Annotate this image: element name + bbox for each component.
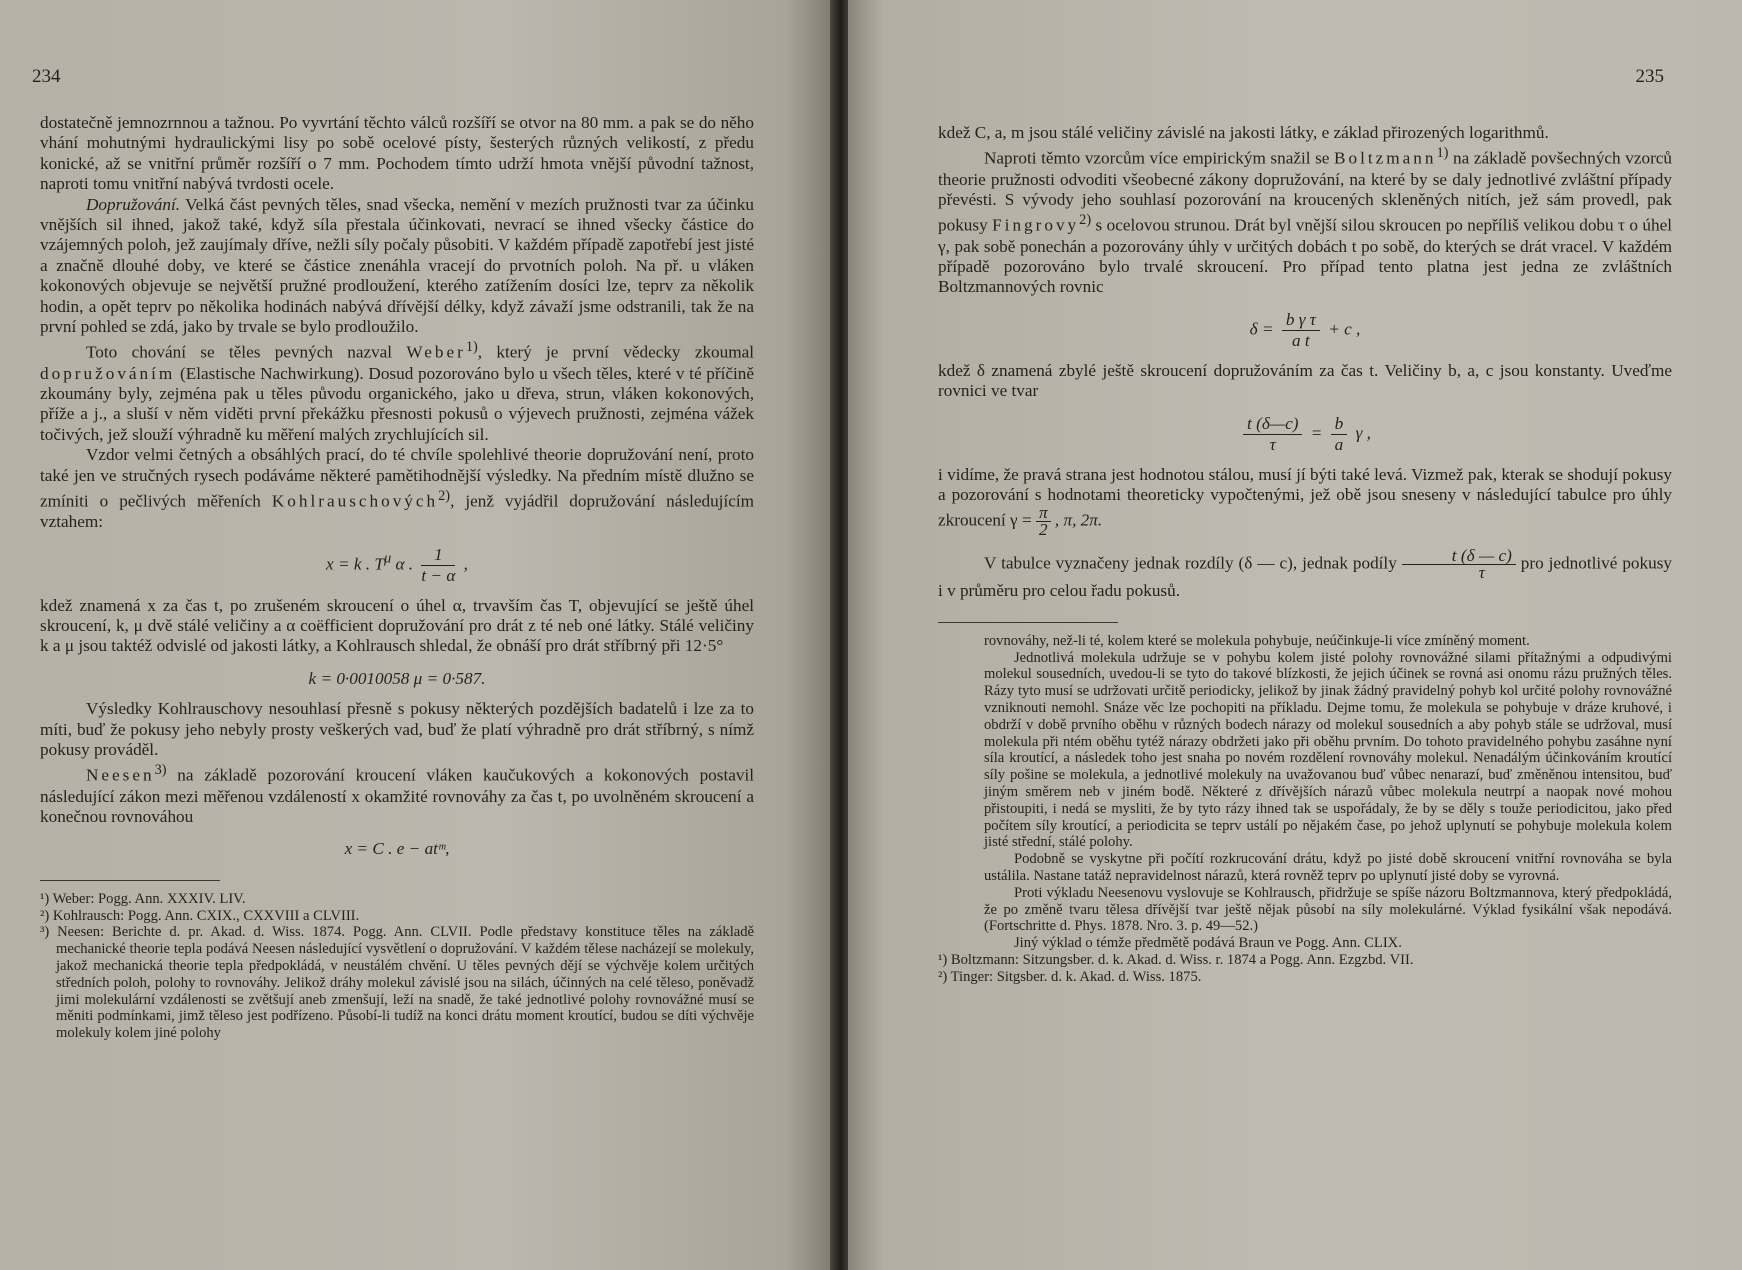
right-body (938, 123, 1672, 985)
eq-fraction (1282, 310, 1320, 351)
paragraph: dostatečně jemnozrnnou a tažnou. Po vyvrtání těchto válců rozšíří se otvor na 80 mm. a pak se do něho vhání mohutnými hydraulickými lisy po sobě ocelové písty, šesterých různých velikostí, z předu konické, až se vnitřní průměr rozšíří o 7 mm. Pochodem tímto udrží hmota vnější původní tažnost, naproti tomu vnitřní nabývá tvrdosti ocele. (40, 113, 754, 194)
paragraph-text: V tabulce vyznačeny jednak rozdíly (δ — c), jednak podíly (984, 553, 1397, 573)
eq-num: b (1331, 414, 1348, 435)
eq-num: t (δ—c) (1243, 414, 1302, 435)
paragraph-text: (Elastische Nachwirkung). Dosud pozorováno bylo u všech těles, které v té příčině zkoumány byly, zejména pak u těles původu organického, jako u dřeva, strun, vláken kokonových, příže a j., a sluší v něm viděti první překážku přesnosti pokusů o výjevech pružnosti, zejména vážek točivých, jež slouží výhradně ku měření malých zrychlujících sil. (40, 363, 755, 444)
paragraph-text: Naproti těmto vzorcům více empirickým snažil se (984, 149, 1330, 169)
page-number-left: 234 (32, 66, 61, 87)
paragraph (938, 465, 1672, 539)
paragraph-text: pro jednotlivé pokusy i v průměru pro celou řadu pokusů. (938, 553, 1673, 601)
paragraph-text: , jenž vyjádřil dopružování následujícím vztahem: (40, 491, 755, 532)
paragraph (40, 195, 754, 338)
term: dopružováním (40, 363, 176, 383)
italic-lead: Dopružování. (86, 194, 181, 214)
footnote: ¹) Weber: Pogg. Ann. XXXIV. LIV. (40, 890, 246, 907)
paragraph-text: , π, 2π. (1054, 510, 1103, 530)
footnote-ref: 1) (465, 339, 478, 356)
paragraph: kdež znamená x za čas t, po zrušeném skroucení o úhel α, trvavším čas T, objevující se ještě úhel skroucení, k, μ dvě stálé veličiny a α coëfficient dopružování pro drát z té neb oné látky. Stálé veličiny k a μ jsou taktéž odvislé od jakosti látky, a Kohlrausch shledal, že obnáší pro drát stříbrný při 12·5° (40, 595, 754, 656)
paragraph-text: , který je první vědecky zkoumal (477, 343, 755, 363)
eq-part: γ , (1355, 422, 1371, 442)
paragraph-text: Velká část pevných těles, snad všecka, nemění v mezích pružnosti tvar za účinku vnějších sil ihned, jakož také, když síla přestala účinkovati, nevrací se ihned všecky částice do vzájemných poloh, jež zaujímaly dříve, nežli síly počaly působiti. V každém případě zapotřebí jest jisté a značně dlouhé doby, ve které se částice znenáhla vracejí do prvotních poloh. Na př. u vláken kokonových objevuje se největší pružné prodloužení, kterého zatížením dosíci lze, teprv za několik hodin, a opět teprv po několika hodinách nabývá dřívější délky, když závaží jsme odstranili, tak že na první pohled se zdá, jako by trvale se bylo prodloužilo. (40, 194, 754, 337)
paragraph (40, 760, 754, 827)
footnote: ²) Tinger: Sitgsber. d. k. Akad. d. Wiss. 1875. (938, 968, 1202, 985)
eq-den: a (1334, 434, 1344, 454)
eq-fraction (1331, 414, 1348, 455)
footnote-ref: 1) (1436, 145, 1449, 162)
paragraph-text: Toto chování se těles pevných nazval (86, 343, 393, 363)
author-name: Weber (406, 343, 466, 363)
footnote-continuation: Jednotlivá molekula udržuje se v pohybu kolem jisté polohy rovnovážné silami přítažnými a odpudivými molekul sousedních, uvedou-li se tyto do takové blízkosti, že jejich účinek se rovná asi onomu rázu pružných těles. Rázy tyto musí se udržovati určitě periodicky, jelikož by jinak žádný pravidelný pohyb kol určité polohy rovnovážné vzniknouti nemohl. Snáze věc lze pochopiti na příkladu. Dejme tomu, že molekula se pohybuje v dráze kruhové, i obdrží v době prvního oběhu v různých bodech nárazy od molekul sousedních a aby pohyb stále se udržoval, musí molekula při ntém oběhu tytéž nárazy obdržeti jako při oběhu prvním. Do tohoto pravidelného pohybu zasáhne nyní síla kroutící, a následek toho jest snaha po novém rozdělení rovnováhy molekul. Nenadálým účinkováním kroutící síly pošine se molekula, a jednotlivé molekuly na uvažovanou buď vůbec nenarazí, buď změněnou intensitou, buď jiným směrem neb v jiném bodě. Některé z dřívějších nárazů vůbec molekula neutrpí a naopak nové mohou přistoupiti, i nedá se mysliti, že by tyto rázy ihned tak se uspořádaly, že by se děly s touže periodicitou, jako před počítem síly kroutící, a periodicita se teprv ustálí po nějakém čase, po jehož uplynutí se pohybuje molekula kolem jisté střední, stálé polohy. (984, 649, 1672, 851)
author-name: Boltzmann (1334, 149, 1437, 169)
footnote-rule (938, 622, 1118, 623)
eq-num: π (1036, 505, 1051, 522)
author-name: Neesen (86, 766, 155, 786)
paragraph-text: na základě povšechných vzorců theorie pružnosti odvoditi všeobecné zákony dopružování, na které by se daly jednotlivé zvláštní případy převésti. S vývody jeho souhlasí pozorování na kroucených skleněných nitích, jež sám provedl, pak pokusy (938, 149, 1673, 236)
equation-boltzmann (938, 310, 1672, 351)
footnote-rule (40, 880, 220, 881)
footnote-ref: 2) (1079, 212, 1092, 229)
footnotes-right (938, 633, 1672, 986)
eq-den: 2 (1038, 520, 1048, 540)
inline-fraction (1036, 505, 1051, 538)
paragraph (938, 143, 1672, 297)
equation-3: x = C . e − atᵐ, (344, 839, 450, 859)
eq-part: μ (383, 550, 392, 567)
eq-part: + c , (1328, 319, 1361, 339)
footnotes-left (40, 891, 754, 1042)
author-name: Fingrovy (992, 216, 1080, 236)
eq-part: α . (395, 554, 414, 574)
left-page (0, 0, 836, 1270)
footnote-ref: 3) (154, 762, 167, 779)
eq-fraction (1243, 414, 1302, 455)
footnote: ²) Kohlrausch: Pogg. Ann. CXIX., CXXVIII a CLVIII. (40, 907, 360, 924)
paragraph: kdež δ znamená zbylé ještě skroucení dopružováním za čas t. Veličiny b, a, c jsou konstanty. Uveďme rovnici ve tvar (938, 360, 1672, 401)
equation-2: k = 0·0010058 μ = 0·587. (308, 668, 486, 688)
eq-part: δ = (1249, 319, 1274, 339)
eq-den: τ (1478, 563, 1485, 583)
eq-num: b γ τ (1282, 310, 1320, 331)
equation-rearranged: $\frac{t (\delta—c)}{\tau}$ = $\frac{b}{a}$ γ , (938, 414, 1672, 455)
footnote: ¹) Boltzmann: Sitzungsber. d. k. Akad. d. Wiss. r. 1874 a Pogg. Ann. Ezgzbd. VII. (938, 951, 1414, 968)
left-body (40, 113, 754, 1042)
paragraph (40, 445, 754, 532)
paragraph: kdež C, a, m jsou stálé veličiny závislé na jakosti látky, e základ přirozených logarithmů. (938, 123, 1549, 142)
eq-den: τ (1269, 434, 1276, 454)
paragraph-text: na základě pozorování kroucení vláken kaučukových a kokonových postavil následující zákon mezi měřenou vzdáleností x okamžité rovnováhy za čas t, po uvolněném skroucení a konečnou rovnováhou (40, 766, 755, 826)
eq-den: t − α (421, 565, 456, 585)
footnote-ref: 2) (438, 488, 451, 505)
footnote-continuation: Proti výkladu Neesenovu vyslovuje se Kohlrausch, přidržuje se spíše názoru Boltzmannova, který předpokládá, že po změně tvaru tělesa dřívější tvar ještě nějak působí na síly molekulárné. Výklad fysikální však nepodává. (Fortschritte d. Phys. 1878. Nro. 3. p. 49—52.) (984, 884, 1672, 935)
equation-1: x = k . $T^\mu$ α . $\frac{1}{t - \alpha}$ , (326, 544, 468, 585)
eq-num: 1 (421, 545, 455, 566)
paragraph: Výsledky Kohlrauschovy nesouhlasí přesně s pokusy některých pozdějších badatelů i lze za to míti, buď že pokusy jeho nebyly prosty veškerých vad, buď že platí výhradně pro drát stříbrný, s nímž pokusy prováděl. (40, 699, 754, 760)
paragraph-text: i vidíme, že pravá strana jest hodnotou stálou, musí jí býti také levá. Vizmež pak, kterak se shodují pokusy a pozorování s hodnotami theoreticky vypočtenými, jež obě jsou sneseny v následující tabulce pro úhly zkroucení γ = (938, 464, 1672, 530)
footnote-continuation: Jiný výklad o témže předmětě podává Braun ve Pogg. Ann. CLIX. (1014, 935, 1402, 952)
page-number-right: 235 (1635, 66, 1664, 87)
footnote-continuation: Podobně se vyskytne při počítí rozkrucování drátu, když po jisté době skroucení vnitřní rovnováha se byla ustálila. Nastane tatáž nepravidelnost nárazů, která rovněž teprv po uplynutí jisté doby se vyrovná. (984, 851, 1672, 884)
inline-fraction (1402, 548, 1516, 581)
paragraph-text: Vzdor velmi četných a obsáhlých prací, do té chvíle spolehlivé theorie dopružování není, proto také jen ve stručných rysech podáváme některé pamětihodnější výsledky. Na předním místě dlužno se zmíniti o pečlivých měřeních (40, 445, 754, 511)
footnote: ³) Neesen: Berichte d. pr. Akad. d. Wiss. 1874. Pogg. Ann. CLVII. Podle představy konstituce těles na základě mechanické theorie tepla podává Neesen následující vysvětlení o dopružování. V každém tělese nacházejí se molekuly, jakož mechanická theorie tepla předpokládá, v neustálém chvění. U těles pevných dějí se výchvěje kolem určitých středních poloh, polohy to rovnováhy. Jelikož dráhy molekul závislé jsou na silách, účinných na celé těleso, poněvadž jimi molekulární vzdálenosti se zvětšují aneb zmenšují, leží na snadě, že také jednotlivé polohy rovnovážné musí se měniti podmínkami, jimž těleso jest podřízeno. Působí-li tudíž na konci drátu moment kroutící, budou se díti výchvěje molekuly kolem jiné polohy (40, 924, 754, 1042)
eq-fraction (421, 545, 455, 586)
paragraph-text: s ocelovou strunou. Drát byl vnější silou skroucen po nepříliš velikou dobu τ o úhel γ, pak sobě ponechán a pozorovány úhly v určitých dobách t po sobě, do kterých se drát vracel. V každém případě pozorováno bylo trvalé skroucení. Pro případ tento platna jest jedna ze zvláštních Boltzmannových rovnic (938, 216, 1673, 297)
paragraph (40, 337, 754, 445)
footnote-continuation: rovnováhy, než-li té, kolem které se molekula pohybuje, neúčinkuje-li více zmíněný moment. (984, 632, 1530, 649)
paragraph (938, 548, 1672, 601)
eq-num: t (δ — c) (1402, 548, 1516, 565)
author-name: Kohlrauschových (271, 491, 439, 511)
right-page (848, 0, 1742, 1270)
eq-part: x = k . T (326, 554, 384, 574)
eq-den: a t (1292, 330, 1310, 350)
